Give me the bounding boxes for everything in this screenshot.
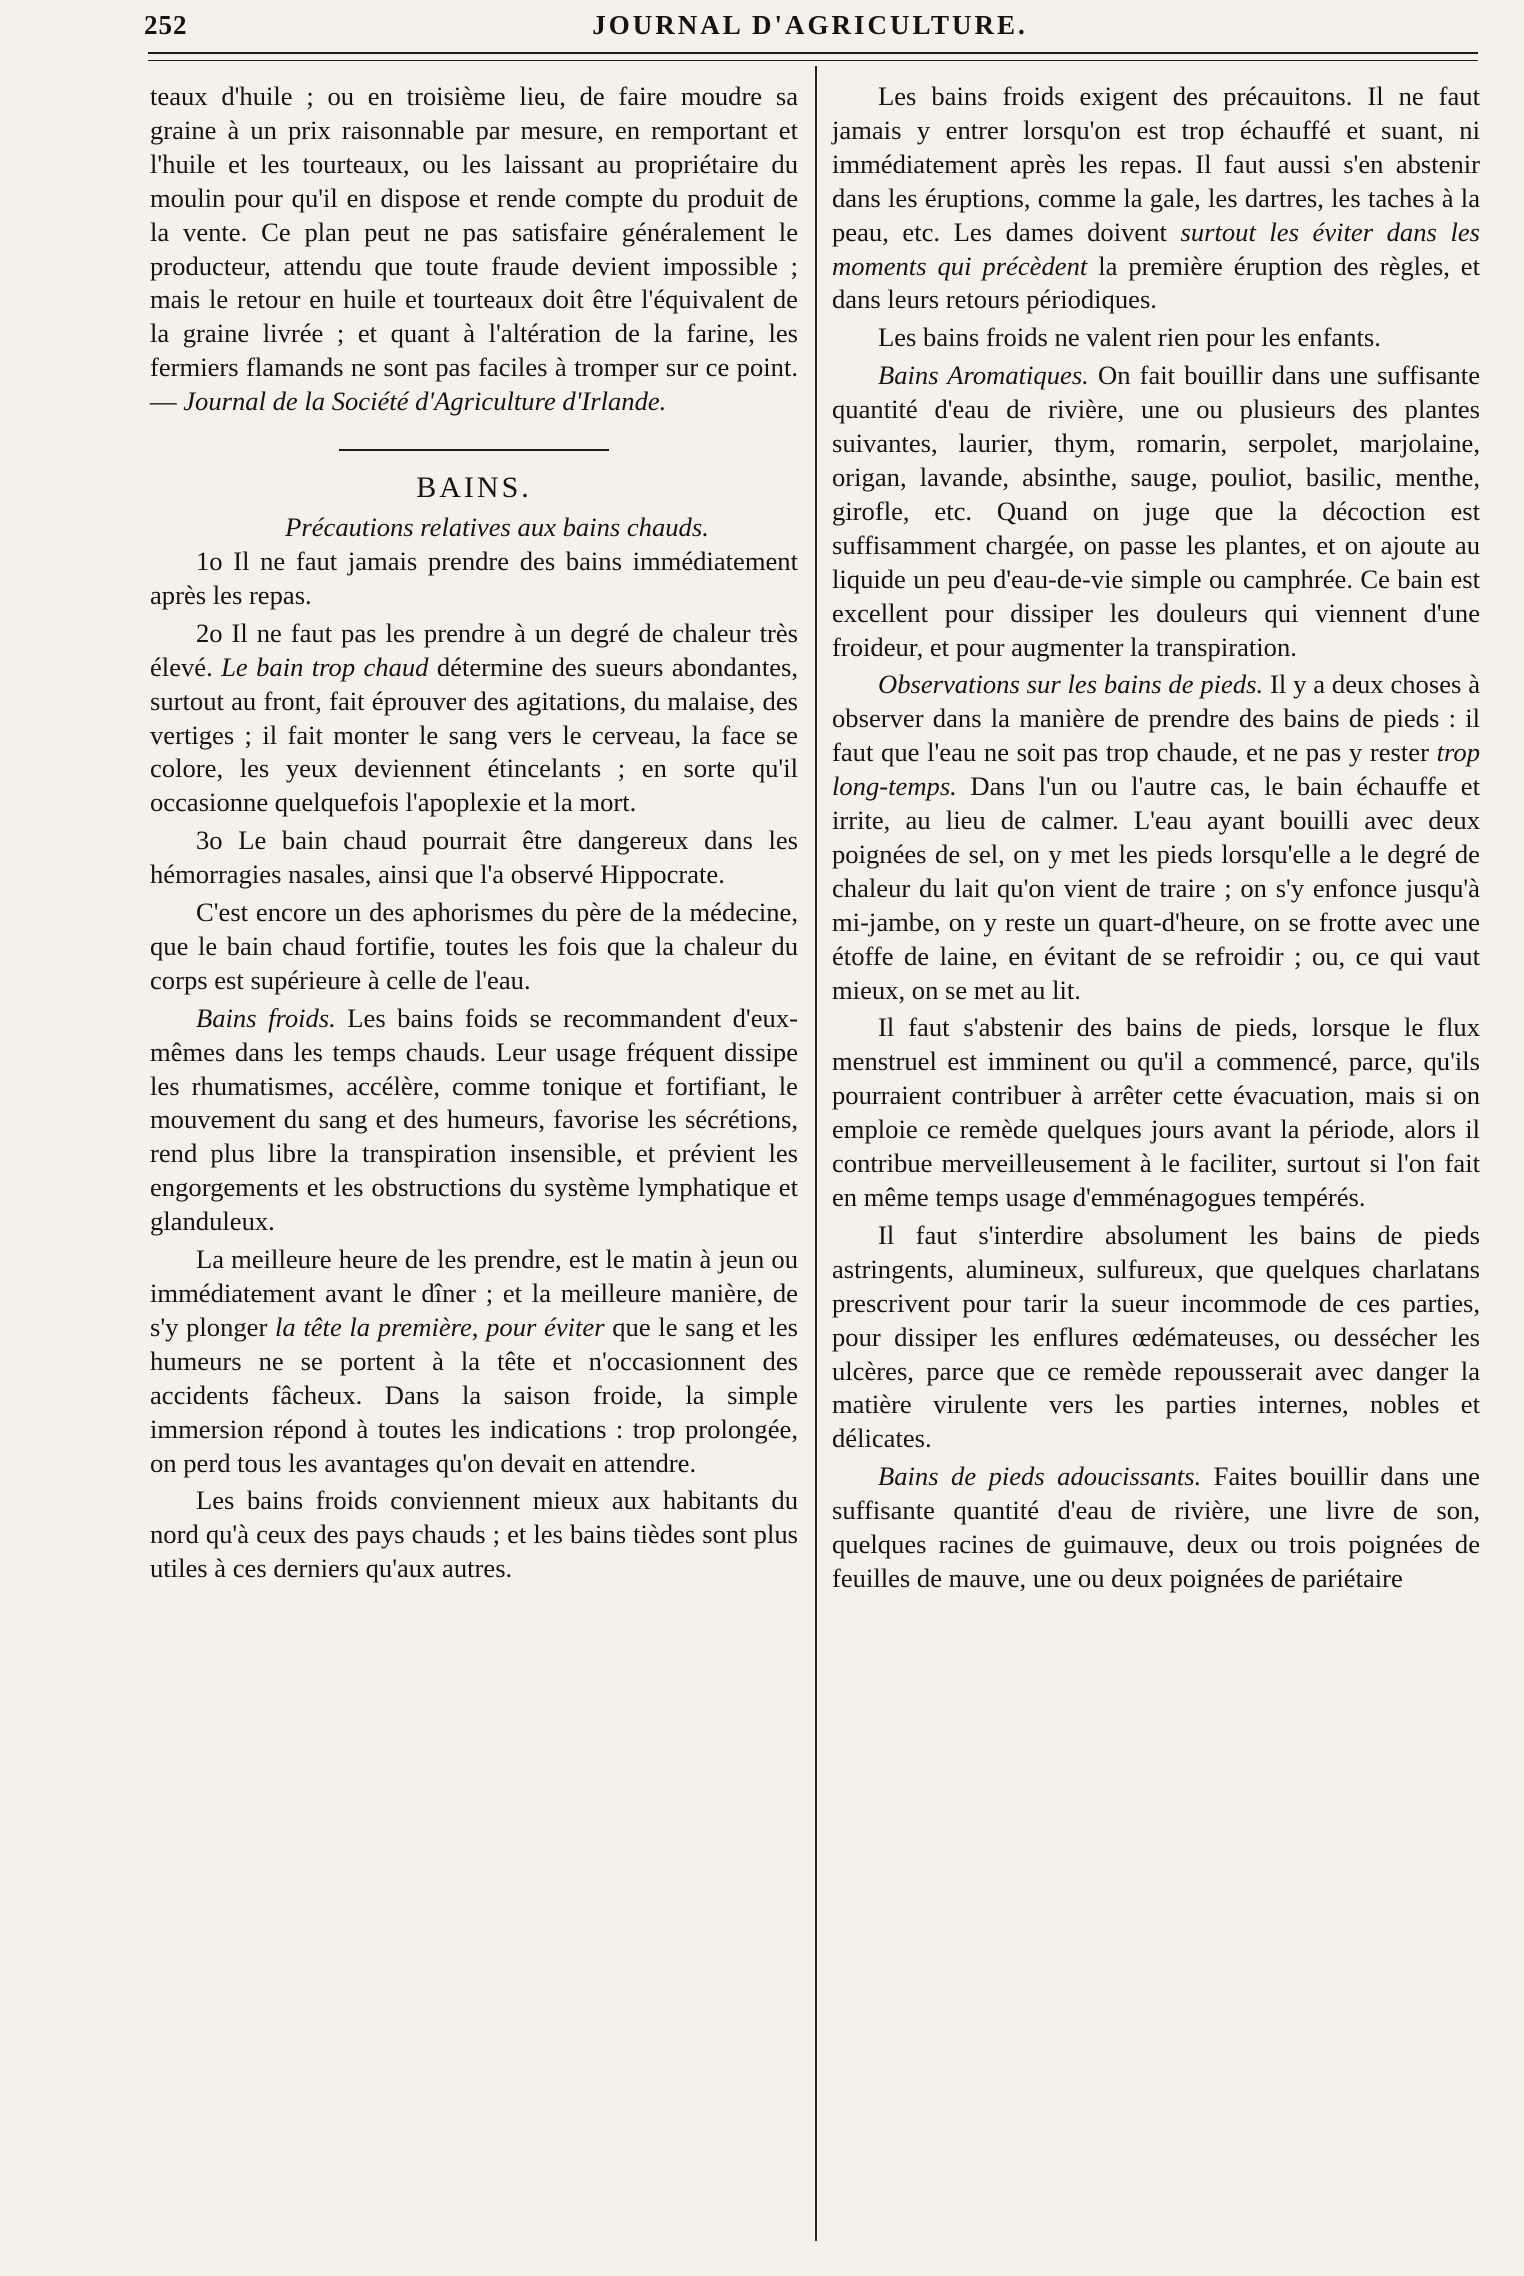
paragraph-enfants: Les bains froids ne valent rien pour les enfants. (878, 322, 1381, 353)
paragraph-nord: Les bains froids conviennent mieux aux habitants du nord qu'à ceux des pays chauds ; et les bains tièdes sont plus utiles à ces derniers qu'aux autres. (150, 1485, 798, 1584)
item-2-c: détermine des sueurs abondantes, surtout au front, fait éprouver des agitations, du malaise, des vertiges ; il fait monter le sang vers le cerveau, la face se colore, les yeux deviennent étincelants ; en sorte qu'il occasionne quelquefois l'apoplexie et la mort. (150, 651, 799, 818)
right-column (832, 80, 1480, 1596)
paragraph-observations (832, 668, 1480, 1007)
running-head: JOURNAL D'AGRICULTURE. (592, 10, 1028, 40)
aromatiques-text: On fait bouillir dans une suffisante quantité d'eau de rivière, une ou plusieurs des plantes suivantes, laurier, thym, romarin, serpolet, marjolaine, origan, lavande, absinthe, sauge, pouliot, basilic, menthe, girofle, etc. Quand on juge que la décoction est suffisamment chargée, on passe les plantes, et on ajoute au liquide un peu d'eau-de-vie simple ou camphrée. Ce bain est excellent pour dissiper les douleurs qui viennent d'une froideur, et pour augmenter la transpiration. (832, 360, 1480, 662)
paragraph-interdire: Il faut s'interdire absolument les bains de pieds astringents, alumineux, sulfureux, que quelques charlatans prescrivent pour tarir la sueur incommode de ces parties, pour dissiper les enflures œdémateuses, ou dessécher les ulcères, parce que ce remède repousserait avec danger la matière virulente vers les parties internes, nobles et délicates. (832, 1219, 1480, 1454)
paragraph-aphorisme: C'est encore un des aphorismes du père de la médecine, que le bain chaud fortifie, toutes les fois que la chaleur du corps est supérieure à celle de l'eau. (150, 897, 798, 995)
observations-c: Dans l'un ou l'autre cas, le bain échauffe et irrite, au lieu de calmer. L'eau ayant bouilli avec deux poignées de sel, on y met les pieds lorsqu'elle a le degré de chaleur du lait qu'on vient de traire ; on s'y enfonce jusqu'à mi-jambe, on y reste un quart-d'heure, on se frotte avec une étoffe de laine, en évitant de se refroidir ; ou, ce qui vaut mieux, on se met au lit. (832, 771, 1480, 1005)
paragraph-adoucissants (832, 1460, 1480, 1596)
heure-italic: la tête la première, pour éviter (275, 1311, 605, 1342)
header-rule (148, 52, 1478, 61)
paragraph-heure (150, 1243, 798, 1480)
item-2-italic: Le bain trop chaud (221, 651, 429, 682)
precautions-a: Les bains froids exigent des précauitons. Il ne faut jamais y entrer lorsqu'on est trop échauffé et suant, ni immédiatement après les repas. Il faut aussi s'en abstenir dans les éruptions, comme la gale, les dartres, les taches à la peau, etc. Les dames doivent (832, 81, 1480, 247)
item-2-a: 2o Il ne faut pas les prendre à un degré de chaleur très élevé. (150, 617, 798, 682)
section-rule (339, 449, 609, 451)
item-2 (150, 617, 798, 820)
paragraph-huile-text: teaux d'huile ; ou en troisième lieu, de faire moudre sa graine à un prix raisonnable par mesure, en remportant et l'huile et les tourteaux, ou les laissant au propriétaire du moulin pour qu'il en dispose et rende compte du produit de la vente. Ce plan peut ne pas satisfaire généralement le producteur, attendu que toute fraude devient impossible ; mais le retour en huile et tourteaux doit être l'équivalent de la graine livrée ; et quant à l'altération de la farine, les fermiers flamands ne sont pas faciles à tromper sur ce point.— (150, 81, 798, 417)
paragraph-aromatiques (832, 359, 1480, 664)
subsection-title: Précautions relatives aux bains chauds. (285, 512, 709, 543)
item-3: 3o Le bain chaud pourrait être dangereux dans les hémorragies nasales, ainsi que l'a observé Hippocrate. (150, 825, 798, 890)
heure-a: La meilleure heure de les prendre, est le matin à jeun ou immédiatement avant le dîner ; et la meilleure manière, de s'y plonger (150, 1244, 798, 1342)
precautions-italic: surtout les éviter dans les moments qui précèdent (832, 216, 1480, 281)
adoucissants-text: Faites bouillir dans une suffisante quantité d'eau de rivière, une livre de son, quelques racines de guimauve, deux ou trois poignées de feuilles de mauve, une ou deux poignées de pariétaire (832, 1461, 1480, 1593)
observations-heading: Observations sur les bains de pieds. (878, 669, 1264, 700)
paragraph-abstenir: Il faut s'abstenir des bains de pieds, lorsque le flux menstruel est imminent ou qu'il a commencé, parce, qu'ils pourraient contribuer à arrêter cette évacuation, mais si on emploie ce remède quelques jours avant la période, alors il contribue merveilleusement à le faciliter, surtout si l'on fait en même temps usage d'emménagogues tempérés. (832, 1012, 1480, 1212)
observations-a: Il y a deux choses à observer dans la manière de prendre des bains de pieds : il faut que l'eau ne soit pas trop chaude, et ne pas y rester (832, 669, 1480, 768)
adoucissants-heading: Bains de pieds adoucissants. (878, 1461, 1202, 1492)
page-header (140, 4, 1480, 46)
column-divider (815, 66, 817, 2241)
section-title: BAINS. (416, 471, 532, 505)
aromatiques-heading: Bains Aromatiques. (878, 360, 1089, 391)
source-citation: Journal de la Société d'Agriculture d'Irlande. (183, 386, 667, 417)
precautions-c: la première éruption des règles, et dans leurs retours périodiques. (832, 250, 1480, 315)
item-1: 1o Il ne faut jamais prendre des bains immédiatement après les repas. (150, 545, 798, 610)
observations-italic: trop long-temps. (832, 737, 1481, 802)
page-number: 252 (144, 10, 188, 40)
paragraph-huile (150, 80, 798, 419)
bains-froids-text: Les bains foids se recommandent d'eux-mêmes dans les temps chauds. Leur usage fréquent dissipe les rhumatismes, accélère, comme tonique et fortifiant, le mouvement du sang et des humeurs, favorise les sécrétions, rend plus libre la transpiration insensible, et prévient les engorgements et les obstructions du système lymphatique et glanduleux. (150, 1002, 798, 1237)
heure-c: que le sang et les humeurs ne se portent à la tête et n'occasionnent des accidents fâcheux. Dans la saison froide, la simple immersion répond à toutes les indications : trop prolongée, on perd tous les avantages qu'on devait en attendre. (150, 1311, 798, 1478)
paragraph-precautions (832, 80, 1480, 317)
left-column (150, 80, 798, 1586)
paragraph-bains-froids (150, 1002, 798, 1239)
bains-froids-heading: Bains froids. (196, 1002, 336, 1033)
